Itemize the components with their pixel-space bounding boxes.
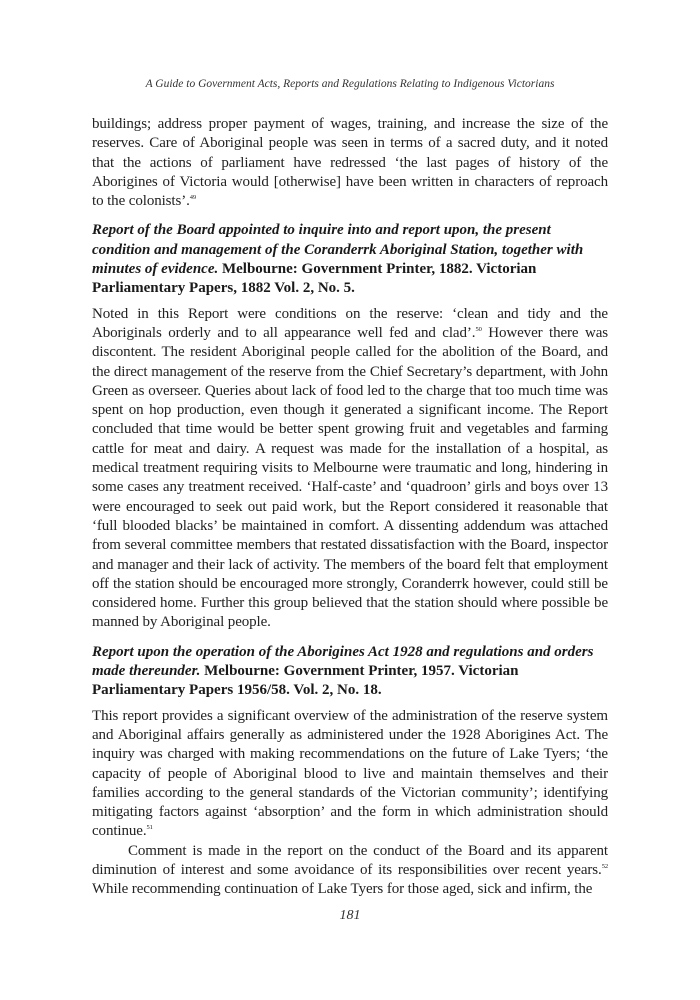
paragraph-4-text-a: Comment is made in the report on the conduct of the Board and its apparent diminution of interest and some avoidance of its responsibilities over recent years.	[92, 842, 608, 878]
paragraph-4	[92, 842, 608, 900]
running-head: A Guide to Government Acts, Reports and Regulations Relating to Indigenous Victorians	[145, 78, 555, 90]
paragraph-1	[92, 115, 608, 211]
entry-heading-coranderrk-report	[92, 221, 608, 298]
entry-citation: Melbourne: Government Printer, 1957. Victorian Parliamentary Papers 1956/58. Vol. 2, No. 18.	[92, 663, 519, 699]
entry-title: Report upon the operation of the Aborigines Act 1928 and regulations and orders made thereunder.	[92, 643, 594, 680]
paragraph-3-text: This report provides a significant overview of the administration of the reserve system and Aboriginal affairs generally as administered under the 1928 Aborigines Act. The inquiry was charged with making recommendations on the future of Lake Tyers; ‘the capacity of people of Aboriginal blood to live and maintain themselves and their families according to the general standards of the Victorian community’; identifying mitigating factors against ‘absorption’ and the form in which administration should continue.	[92, 707, 608, 840]
footnote-ref-49: 49	[189, 194, 197, 202]
footnote-ref-51: 51	[146, 824, 153, 832]
page-body	[92, 115, 608, 900]
entry-title: Report of the Board appointed to inquire into and report upon, the present condition and management of the Coranderrk Aboriginal Station, together with minutes of evidence.	[92, 222, 584, 278]
paragraph-4-text-b: While recommending continuation of Lake Tyers for those aged, sick and infirm, the	[92, 881, 593, 898]
paragraph-2-text-a: Noted in this Report were conditions on the reserve: ‘clean and tidy and the Aboriginals orderly and to all appearance well fed and clad’.	[92, 305, 608, 341]
paragraph-2-text-b: However there was discontent. The resident Aboriginal people called for the abolition of the Board, and the direct management of the reserve from the Chief Secretary’s department, with John Green as overseer. Queries about lack of food led to the charge that too much time was spent on hop production, even though it generated a significant income. The Report concluded that time would be better spent growing fruit and vegetables and farming cattle for meat and dairy. A request was made for the installation of a hospital, as medical treatment requiring visits to Melbourne were traumatic and long, hindering in some cases any treatment received. ‘Half-caste’ and ‘quadroon’ girls and boys over 13 were encouraged to seek out paid work, but the Report considered it reasonable that ‘full blooded blacks’ be maintained in comfort. A dissenting addendum was attached from several committee members that restated dissatisfaction with the Board, inspector and manager and their lack of activity. The members of the board felt that employment off the station should be encouraged more strongly, Coranderrk however, could still be considered home. Further this group believed that the station should where possible be manned by Aboriginal people.	[92, 324, 609, 631]
footnote-ref-52: 52	[601, 862, 608, 870]
entry-citation: Melbourne: Government Printer, 1882. Victorian Parliamentary Papers, 1882 Vol. 2, No. 5.	[92, 261, 537, 297]
entry-heading-aborigines-act-report	[92, 643, 608, 701]
paragraph-2	[92, 305, 608, 633]
footnote-ref-50: 50	[475, 325, 482, 333]
paragraph-1-text: buildings; address proper payment of wages, training, and increase the size of the reserves. Care of Aboriginal people was seen in terms of a sacred duty, and it noted that the actions of parliament have redressed ‘the last pages of history of the Aborigines of Victoria would [otherwise] have been written in characters of reproach to the colonists’.	[92, 116, 608, 210]
page-number: 181	[339, 908, 361, 923]
paragraph-3	[92, 707, 608, 842]
